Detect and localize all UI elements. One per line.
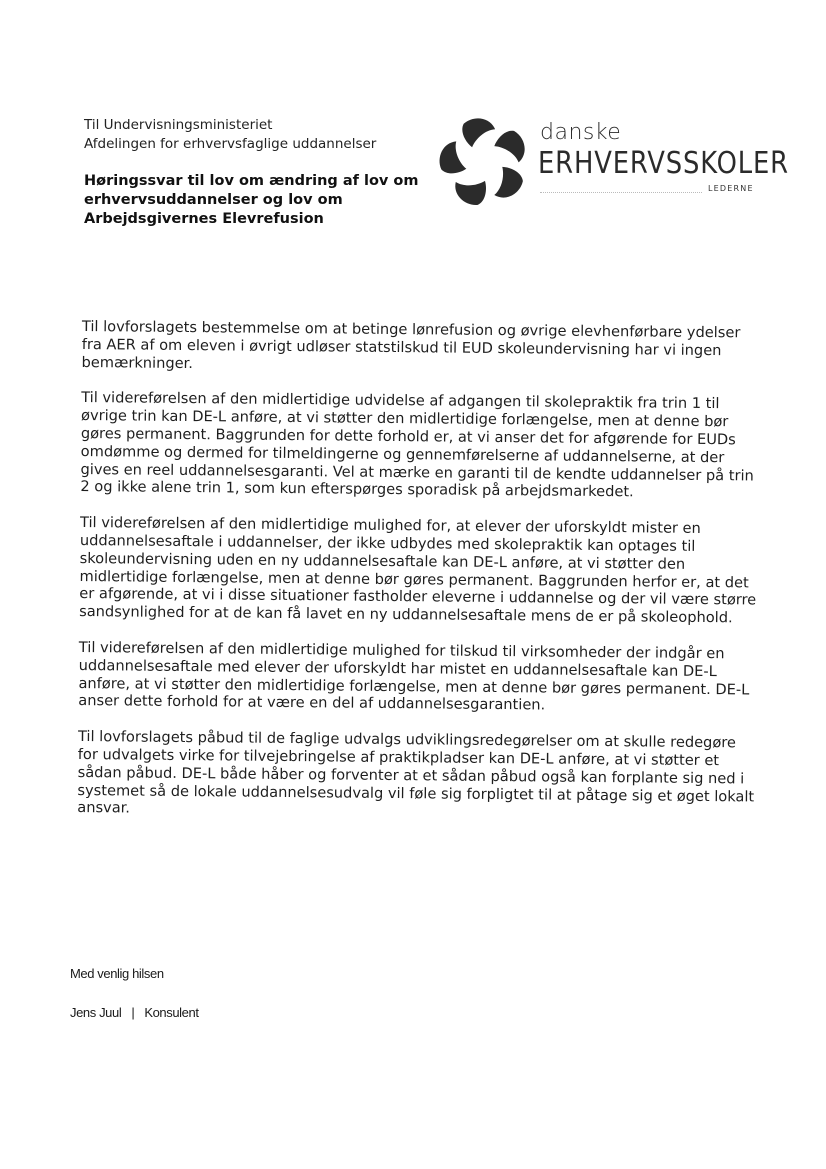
letter-subject: Høringssvar til lov om ændring af lov om erhvervsuddannelser og lov om Arbejdsgivernes Elevrefusion — [84, 173, 419, 227]
logo-text-erhvervsskoler: ERHVERVSSKOLER — [538, 146, 789, 181]
signature-separator: | — [131, 1005, 135, 1020]
logo-text-lederne: LEDERNE — [708, 184, 754, 193]
logo-star-icon — [436, 114, 532, 210]
signer-name: Jens Juul — [70, 1005, 122, 1020]
organization-logo — [436, 112, 789, 212]
body-paragraph: Til lovforslagets påbud til de faglige udvalgs udviklingsredegørelser om at skulle redegøre for udvalgets virke for tilvejebringelse af praktikpladser kan DE-L anføre, at vi støtter et sådan påbud. DE-L både håber og forventer at et sådan påbud også kan forplante sig ned i systemet så de lokale uddannelsesudvalg vil føle sig forpligtet til at påtage sig et øget lokalt ansvar. — [77, 728, 755, 817]
letter-body — [77, 318, 762, 842]
body-paragraph: Til videreførelsen af den midlertidige mulighed for tilskud til virksomheder der indgår en uddannelsesaftale med elever der uforskyldt har mistet en uddannelsesaftale kan DE-L anføre, at vi støtter den midlertidige forlængelse, men at denne bør gøres permanent. DE-L anser dette forhold for at være en del af uddannelsesgarantien. — [78, 638, 750, 714]
signature-line — [70, 1005, 199, 1020]
logo-text-danske: danske — [540, 120, 622, 145]
body-paragraph: Til lovforslagets bestemmelse om at betinge lønrefusion og øvrige elevhenførbare ydelser fra AER af om eleven i øvrigt udløser statstilskud til EUD skoleundervisning har vi ingen bemærkninger. — [81, 318, 741, 372]
logo-divider — [540, 192, 702, 193]
recipient-address — [84, 116, 376, 154]
recipient-department: Afdelingen for erhvervsfaglige uddannelser — [84, 136, 377, 152]
recipient-ministry: Til Undervisningsministeriet — [84, 117, 273, 133]
signer-title: Konsulent — [144, 1005, 199, 1020]
body-paragraph: Til videreførelsen af den midlertidige mulighed for, at elever der uforskyldt mister en uddannelsesaftale i uddannelser, der ikke udbydes med skolepraktik kan optages til skoleundervisning uden en ny uddannelsesaftale kan DE-L anføre, at vi støtter den midlertidige forlængelse, men at denne bør gøres permanent. Baggrunden herfor er, at det er afgørende, at vi i disse situationer fastholder eleverne i uddannelse og der vil være større sandsynlighed for at de kan få lavet en ny uddannelsesaftale mens de er på skoleophold. — [79, 514, 757, 627]
closing-greeting: Med venlig hilsen — [70, 966, 164, 981]
body-paragraph: Til videreførelsen af den midlertidige udvidelse af adgangen til skolepraktik fra trin 1 til øvrige trin kan DE-L anføre, at vi støtter den midlertidige forlængelse, men at denne bør gøres permanent. Baggrunden for dette forhold er, at vi anser det for afgørende for EUDs omdømme og dermed for tilmeldingerne og gennemførelserne af uddannelserne, at der gives en reel uddannelsesgaranti. Vel at mærke en garanti til de kendte uddannelser på trin 2 og ikke alene trin 1, som kun efterspørges sporadisk på arbejdsmarkedet. — [80, 389, 754, 501]
